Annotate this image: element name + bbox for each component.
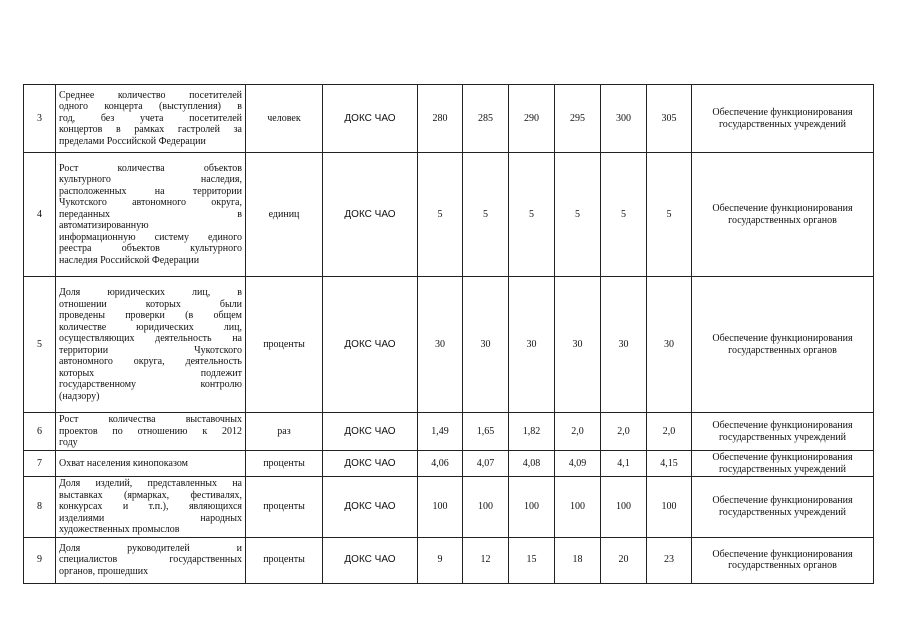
table-row bbox=[24, 413, 874, 451]
responsible-body: ДОКС ЧАО bbox=[323, 413, 418, 451]
target-value-year-3: 100 bbox=[509, 477, 555, 538]
description-line: одного концерта (выступления) в bbox=[59, 101, 242, 113]
description-line: государственному контролю bbox=[59, 379, 242, 390]
description-line: Среднее количество посетителей bbox=[59, 89, 242, 101]
target-value-year-5: 2,0 bbox=[601, 413, 647, 451]
description-line: количестве юридических лиц, bbox=[59, 321, 242, 333]
description-line: наследия Российской Федерации bbox=[59, 254, 200, 266]
target-value-year-5: 300 bbox=[601, 85, 647, 153]
target-value-year-6: 5 bbox=[647, 153, 692, 277]
description-line: переданных в bbox=[59, 208, 242, 220]
target-value-year-4: 18 bbox=[555, 537, 601, 583]
description-line: культурного наследия, bbox=[59, 174, 242, 186]
funding-purpose bbox=[692, 413, 874, 451]
purpose-line: государственных органов bbox=[728, 344, 837, 356]
purpose-line: государственных учреждений bbox=[718, 463, 847, 475]
description-line: отношении которых были bbox=[59, 298, 242, 310]
target-value-year-2: 285 bbox=[463, 85, 509, 153]
target-value-year-3: 5 bbox=[509, 153, 555, 277]
target-value-year-5: 100 bbox=[601, 477, 647, 538]
funding-purpose bbox=[692, 277, 874, 413]
funding-purpose bbox=[692, 451, 874, 477]
responsible-body: ДОКС ЧАО bbox=[323, 153, 418, 277]
indicator-description bbox=[56, 153, 246, 277]
target-value-year-1: 4,06 bbox=[418, 451, 463, 477]
target-value-year-6: 4,15 bbox=[647, 451, 692, 477]
description-line: Рост количества выставочных bbox=[59, 414, 242, 426]
target-value-year-5: 20 bbox=[601, 537, 647, 583]
responsible-body: ДОКС ЧАО bbox=[323, 537, 418, 583]
description-line: Доля изделий, представленных на bbox=[59, 478, 242, 489]
description-line: (надзору) bbox=[59, 390, 100, 402]
target-value-year-4: 100 bbox=[555, 477, 601, 538]
unit-of-measure: проценты bbox=[246, 451, 323, 477]
target-value-year-3: 4,08 bbox=[509, 451, 555, 477]
description-line: пределами Российской Федерации bbox=[59, 135, 206, 147]
unit-of-measure: человек bbox=[246, 85, 323, 153]
row-number: 7 bbox=[24, 451, 56, 477]
indicator-description bbox=[56, 85, 246, 153]
row-number: 8 bbox=[24, 477, 56, 538]
unit-of-measure: проценты bbox=[246, 477, 323, 538]
row-number: 9 bbox=[24, 537, 56, 583]
funding-purpose bbox=[692, 153, 874, 277]
funding-purpose bbox=[692, 477, 874, 538]
purpose-line: государственных органов bbox=[728, 560, 837, 571]
target-value-year-5: 4,1 bbox=[601, 451, 647, 477]
description-line: реестра объектов культурного bbox=[59, 243, 242, 255]
description-line: информационную систему единого bbox=[59, 231, 242, 243]
description-line: автономного округа, деятельность bbox=[59, 356, 242, 367]
description-line: территории Чукотского bbox=[59, 344, 242, 356]
row-number: 5 bbox=[24, 277, 56, 413]
description-line: конкурсах и т.п.), являющихся bbox=[59, 501, 242, 512]
purpose-line: государственных учреждений bbox=[718, 431, 847, 443]
purpose-line: Обеспечение функционирования bbox=[712, 203, 853, 214]
table-row bbox=[24, 277, 874, 413]
purpose-line: Обеспечение функционирования bbox=[712, 452, 853, 463]
target-value-year-2: 4,07 bbox=[463, 451, 509, 477]
target-value-year-1: 1,49 bbox=[418, 413, 463, 451]
unit-of-measure: проценты bbox=[246, 277, 323, 413]
target-value-year-5: 30 bbox=[601, 277, 647, 413]
table-row bbox=[24, 451, 874, 477]
target-value-year-6: 23 bbox=[647, 537, 692, 583]
target-value-year-2: 5 bbox=[463, 153, 509, 277]
target-value-year-6: 305 bbox=[647, 85, 692, 153]
target-value-year-2: 1,65 bbox=[463, 413, 509, 451]
target-value-year-3: 1,82 bbox=[509, 413, 555, 451]
description-line: выставках (ярмарках, фестивалях, bbox=[59, 489, 242, 501]
target-value-year-4: 5 bbox=[555, 153, 601, 277]
description-line: Доля руководителей и bbox=[59, 542, 242, 554]
description-line: году bbox=[59, 437, 78, 449]
target-value-year-6: 100 bbox=[647, 477, 692, 538]
indicator-description bbox=[56, 413, 246, 451]
description-line: проведены проверки (в общем bbox=[59, 310, 242, 321]
description-line: осуществляющих деятельность на bbox=[59, 333, 242, 344]
description-line: Охват населения кинопоказом bbox=[59, 457, 188, 469]
description-line: проектов по отношению к 2012 bbox=[59, 425, 242, 437]
target-value-year-3: 30 bbox=[509, 277, 555, 413]
description-line: концертов в рамках гастролей за bbox=[59, 124, 242, 136]
description-line: художественных промыслов bbox=[59, 524, 180, 535]
purpose-line: Обеспечение функционирования bbox=[712, 548, 853, 560]
responsible-body: ДОКС ЧАО bbox=[323, 477, 418, 538]
purpose-line: государственных органов bbox=[728, 214, 837, 226]
target-value-year-5: 5 bbox=[601, 153, 647, 277]
table-body bbox=[24, 85, 874, 584]
row-number: 3 bbox=[24, 85, 56, 153]
purpose-line: Обеспечение функционирования bbox=[712, 495, 853, 507]
purpose-line: государственных учреждений bbox=[718, 506, 847, 518]
target-value-year-4: 4,09 bbox=[555, 451, 601, 477]
funding-purpose bbox=[692, 537, 874, 583]
description-line: которых подлежит bbox=[59, 367, 242, 379]
purpose-line: Обеспечение функционирования bbox=[712, 333, 853, 344]
target-value-year-1: 100 bbox=[418, 477, 463, 538]
target-value-year-2: 12 bbox=[463, 537, 509, 583]
description-line: Рост количества объектов bbox=[59, 162, 242, 174]
target-value-year-1: 5 bbox=[418, 153, 463, 277]
indicator-description bbox=[56, 451, 246, 477]
table-row bbox=[24, 153, 874, 277]
indicator-description bbox=[56, 477, 246, 538]
description-line: специалистов государственных bbox=[59, 554, 242, 566]
responsible-body: ДОКС ЧАО bbox=[323, 451, 418, 477]
target-value-year-1: 30 bbox=[418, 277, 463, 413]
row-number: 6 bbox=[24, 413, 56, 451]
purpose-line: государственных учреждений bbox=[718, 118, 847, 130]
indicator-description bbox=[56, 277, 246, 413]
description-line: Доля юридических лиц, в bbox=[59, 287, 242, 298]
description-line: год, без учета посетителей bbox=[59, 112, 242, 124]
target-value-year-6: 30 bbox=[647, 277, 692, 413]
description-line: Чукотского автономного округа, bbox=[59, 197, 242, 209]
unit-of-measure: проценты bbox=[246, 537, 323, 583]
target-value-year-2: 30 bbox=[463, 277, 509, 413]
target-value-year-4: 30 bbox=[555, 277, 601, 413]
target-value-year-4: 295 bbox=[555, 85, 601, 153]
target-value-year-3: 290 bbox=[509, 85, 555, 153]
purpose-line: Обеспечение функционирования bbox=[712, 107, 853, 118]
indicator-description bbox=[56, 537, 246, 583]
target-value-year-3: 15 bbox=[509, 537, 555, 583]
description-line: органов, прошедших bbox=[59, 565, 149, 577]
table-row bbox=[24, 537, 874, 583]
row-number: 4 bbox=[24, 153, 56, 277]
indicators-table bbox=[23, 84, 874, 584]
unit-of-measure: раз bbox=[246, 413, 323, 451]
table-row bbox=[24, 85, 874, 153]
description-line: расположенных на территории bbox=[59, 185, 242, 197]
target-value-year-1: 9 bbox=[418, 537, 463, 583]
description-line: автоматизированную bbox=[59, 220, 149, 232]
target-value-year-1: 280 bbox=[418, 85, 463, 153]
unit-of-measure: единиц bbox=[246, 153, 323, 277]
target-value-year-6: 2,0 bbox=[647, 413, 692, 451]
responsible-body: ДОКС ЧАО bbox=[323, 277, 418, 413]
description-line: изделиями народных bbox=[59, 512, 242, 524]
table-row bbox=[24, 477, 874, 538]
target-value-year-2: 100 bbox=[463, 477, 509, 538]
target-value-year-4: 2,0 bbox=[555, 413, 601, 451]
responsible-body: ДОКС ЧАО bbox=[323, 85, 418, 153]
funding-purpose bbox=[692, 85, 874, 153]
purpose-line: Обеспечение функционирования bbox=[712, 420, 853, 431]
